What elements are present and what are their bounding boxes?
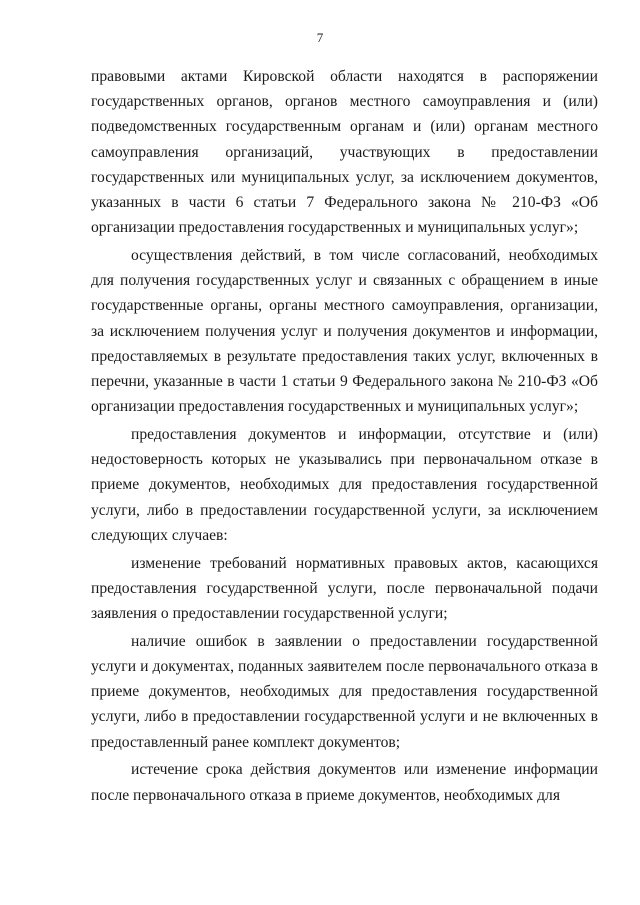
paragraph-requirements-change: изменение требований нормативных правовых актов, касающихся предоставления государственной услуги, после первоначальной подачи заявления о предоставлении государственной услуги;	[91, 554, 598, 623]
paragraph-application-errors: наличие ошибок в заявлении о предоставлении государственной услуги и документах, поданных заявителем после первоначального отказа в приеме документов, необходимых для предоставления государственной услуги, либо в предоставлении государственной услуги и не включенных в предоставленный ранее комплект документов;	[91, 632, 598, 751]
document-body	[91, 64, 598, 808]
paragraph-actions-approvals: осуществления действий, в том числе согласований, необходимых для получения государственных услуг и связанных с обращением в иные государственные органы, органы местного самоуправления, организации, за исключением получения услуг и получения документов и информации, предоставляемых в результате предоставления таких услуг, включенных в перечни, указанные в части 1 статьи 9 Федерального закона № 210-ФЗ «Об организации предоставления государственных и муниципальных услуг»;	[91, 247, 598, 416]
page-number: 7	[316, 30, 324, 45]
paragraph-documents-information: предоставления документов и информации, отсутствие и (или) недостоверность которых не указывались при первоначальном отказе в приеме документов, необходимых для предоставления государственной услуги, либо в предоставлении государственной услуги, за исключением следующих случаев:	[91, 426, 598, 544]
paragraph-expiration: истечение срока действия документов или изменение информации после первоначального отказа в приеме документов, необходимых для	[91, 761, 598, 804]
paragraph-continuation: правовыми актами Кировской области находятся в распоряжении государственных органов, органов местного самоуправления и (или) подведомственных государственным органам и (или) органам местного самоуправления организаций, участвующих в предоставлении государственных или муниципальных услуг, за исключением документов, указанных в части 6 статьи 7 Федерального закона № 210-ФЗ «Об организации предоставления государственных и муниципальных услуг»;	[91, 68, 598, 237]
